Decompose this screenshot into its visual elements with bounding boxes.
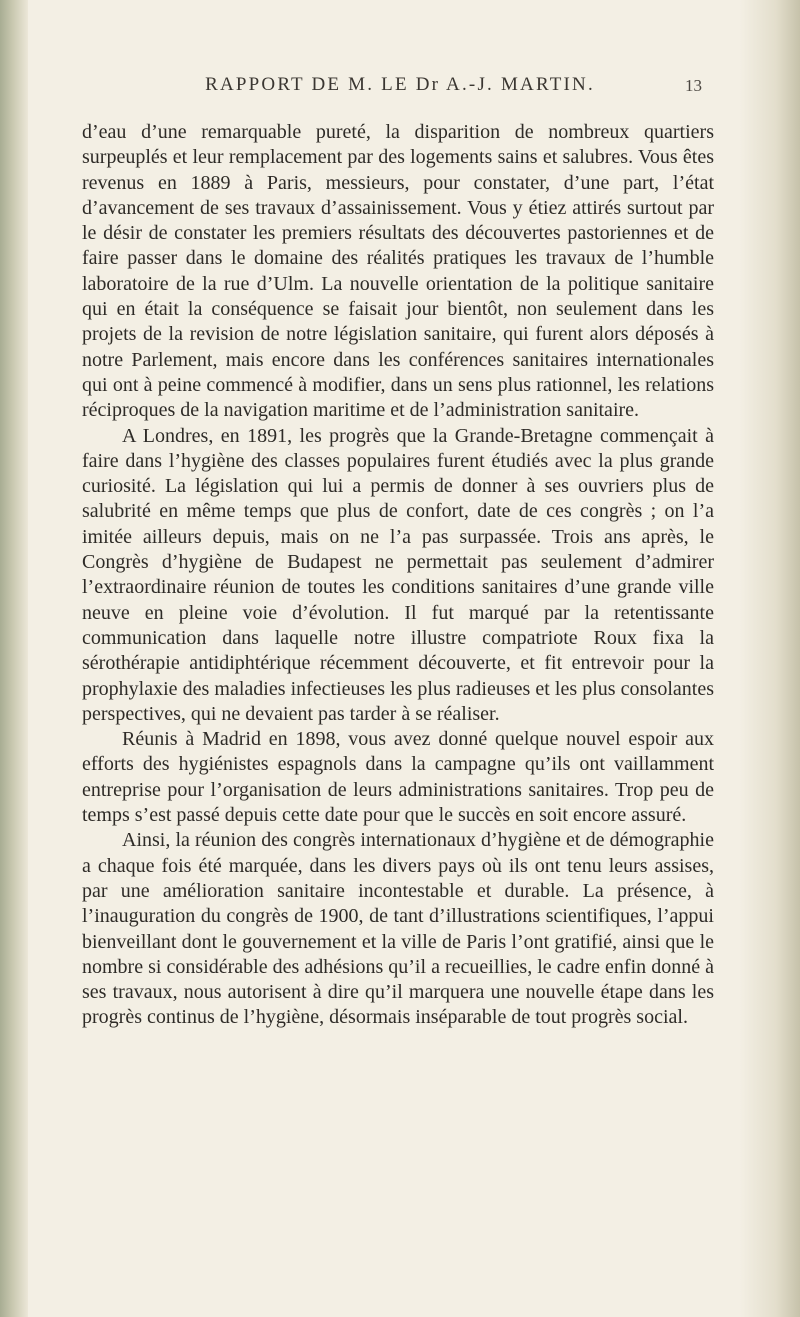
paragraph-4: Ainsi, la réunion des congrès internationaux d’hygiène et de démographie a chaque fois été marquée, dans les divers pays où ils ont tenu leurs assises, par une amélioration sanitaire incontestable et durable. La présence, à l’inauguration du congrès de 1900, de tant d’illustrations scientifiques, l’appui bienveillant dont le gouvernement et la ville de Paris l’ont gratifié, ainsi que le nombre si considérable des adhésions qu’il a recueillies, le cadre enfin donné à ses travaux, nous autorisent à dire qu’il marquera une nouvelle étape dans les progrès continus de l’hygiène, désormais inséparable de tout progrès social.	[82, 829, 714, 1029]
running-head	[0, 74, 800, 96]
paragraph-2: A Londres, en 1891, les progrès que la Grande-Bretagne commençait à faire dans l’hygiène des classes populaires furent étudiés avec la plus grande curiosité. La législation qui lui a permis de donner à ses ouvriers plus de salubrité en même temps que plus de confort, date de ces congrès ; on l’a imitée ailleurs depuis, mais on ne l’a pas surpassée. Trois ans après, le Congrès d’hygiène de Budapest ne permettait pas seulement d’admirer l’extraordinaire réunion de toutes les conditions sanitaires d’une grande ville neuve en pleine voie d’évolution. Il fut marqué par la retentissante communication dans laquelle notre illustre compatriote Roux fixa la sérothérapie antidiphtérique récemment découverte, et fit entrevoir pour la prophylaxie des maladies infectieuses les plus radieuses et les plus consolantes perspectives, qui ne devaient pas tarder à se réaliser.	[82, 424, 714, 725]
page-outer-edge	[740, 0, 800, 1317]
paragraph-3: Réunis à Madrid en 1898, vous avez donné quelque nouvel espoir aux efforts des hygiénistes espagnols dans la campagne qu’ils ont vaillamment entreprise pour l’organisation de leurs administrations sanitaires. Trop peu de temps s’est passé depuis cette date pour que le succès en soit encore assuré.	[82, 728, 714, 827]
paragraph-1: d’eau d’une remarquable pureté, la disparition de nombreux quartiers surpeuplés et leur remplacement par des logements sains et salubres. Vous êtes revenus en 1889 à Paris, messieurs, pour constater, d’une part, l’état d’avancement de ses travaux d’assainissement. Vous y étiez attirés surtout par le désir de constater les premiers résultats des découvertes pastoriennes et de faire passer dans le domaine des réalités pratiques les travaux de l’humble laboratoire de la rue d’Ulm. La nouvelle orientation de la politique sanitaire qui en était la conséquence se faisait jour bientôt, non seulement dans les projets de la revision de notre législation sanitaire, qui furent alors déposés à notre Parlement, mais encore dans les conférences sanitaires internationales qui ont à peine commencé à modifier, dans un sens plus rationnel, les relations réciproques de la navigation maritime et de l’administration sanitaire.	[82, 121, 714, 422]
page-number: 13	[685, 76, 702, 95]
running-title: RAPPORT DE M. LE Dr A.-J. MARTIN.	[205, 74, 595, 95]
body-text	[82, 120, 714, 1031]
page-binding-edge	[0, 0, 28, 1317]
